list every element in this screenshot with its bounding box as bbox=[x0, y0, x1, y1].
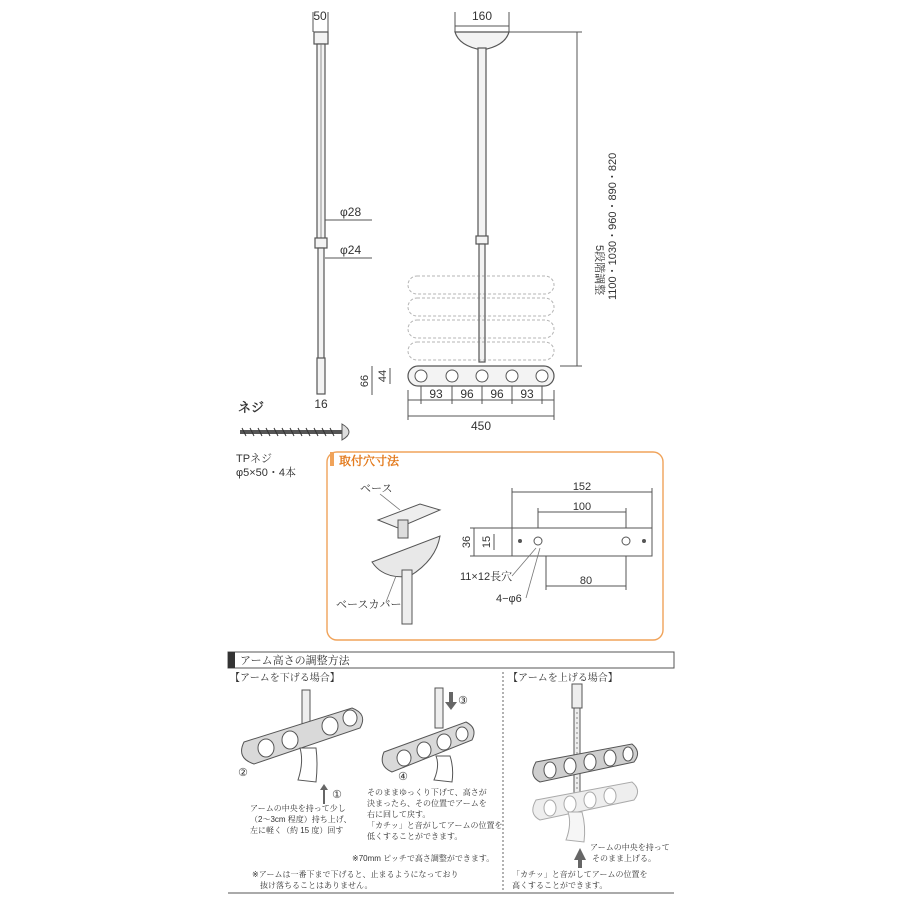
adjust-section bbox=[228, 652, 674, 893]
screw-name: TPネジ bbox=[236, 453, 273, 465]
dim-spacing-1: 93 bbox=[429, 387, 443, 401]
pole-top-cap bbox=[314, 32, 328, 44]
front-pole-upper bbox=[478, 48, 486, 238]
hole-left bbox=[534, 537, 542, 545]
dim-15: 15 bbox=[481, 535, 493, 549]
dim-phi-24: φ24 bbox=[340, 243, 362, 257]
dim-top-width: 50 bbox=[313, 9, 327, 23]
svg-text:そのままゆっくり下げて、高さが: そのままゆっくり下げて、高さが bbox=[367, 788, 487, 797]
svg-text:決まったら、その位置でアームを: 決まったら、その位置でアームを bbox=[367, 799, 487, 808]
pitch-note: ※70mm ピッチで高さ調整ができます。 bbox=[352, 854, 495, 863]
front-view bbox=[359, 9, 619, 433]
screw-icon bbox=[240, 424, 349, 440]
dim-152: 152 bbox=[572, 481, 592, 493]
mounting-title: 取付穴寸法 bbox=[339, 454, 400, 468]
raise-text-2a: 「カチッ」と音がしてアームの位置を bbox=[512, 870, 648, 879]
up-arrow-icon bbox=[574, 848, 586, 868]
dim-phi-28: φ28 bbox=[340, 205, 362, 219]
pipe-joint bbox=[315, 238, 327, 248]
pole-bottom bbox=[317, 358, 325, 394]
dim-bottom-width: 16 bbox=[314, 397, 328, 411]
dim-spacing-4: 93 bbox=[520, 387, 534, 401]
side-view bbox=[313, 9, 372, 411]
raise-text-1b: そのまま上げる。 bbox=[592, 854, 656, 863]
lower-text-2 bbox=[367, 787, 503, 841]
hole-label: 4−φ6 bbox=[496, 593, 522, 605]
dim-80: 80 bbox=[579, 575, 593, 587]
svg-text:アームの中央を持って少し: アームの中央を持って少し bbox=[250, 804, 346, 813]
front-pole-joint bbox=[476, 236, 488, 244]
dim-spacing-2: 96 bbox=[460, 387, 474, 401]
bottom-note-2: 抜け落ちることはありません。 bbox=[260, 881, 373, 890]
svg-text:右に回して戻す。: 右に回して戻す。 bbox=[367, 810, 431, 819]
dim-height-adjust: 5段階調整 bbox=[593, 245, 605, 296]
ceiling-base bbox=[455, 32, 509, 50]
base-label: ベース bbox=[360, 483, 393, 495]
raise-text-1a: アームの中央を持って bbox=[590, 843, 670, 852]
dim-base-width: 160 bbox=[471, 9, 493, 23]
step-1: ① bbox=[332, 789, 342, 801]
slot-label: 11×12長穴 bbox=[460, 571, 513, 583]
step-4: ④ bbox=[398, 771, 408, 783]
dim-height-values: 1100・1030・960・890・820 bbox=[607, 152, 619, 300]
dim-44: 44 bbox=[377, 369, 389, 383]
screw-section bbox=[236, 400, 349, 479]
svg-text:「カチッ」と音がしてアームの位置を: 「カチッ」と音がしてアームの位置を bbox=[367, 821, 503, 830]
base-plate bbox=[378, 504, 440, 528]
mounting-title-mark bbox=[330, 452, 334, 466]
dim-66: 66 bbox=[359, 374, 371, 388]
lower-title: 【アームを下げる場合】 bbox=[230, 673, 340, 684]
dim-36: 36 bbox=[461, 535, 473, 549]
step-2: ② bbox=[238, 767, 248, 779]
svg-text:左に軽く（約 15 度）回す: 左に軽く（約 15 度）回す bbox=[250, 826, 344, 835]
step-3: ③ bbox=[458, 695, 468, 707]
svg-text:低くすることができます。: 低くすることができます。 bbox=[367, 832, 463, 841]
front-pole-lower bbox=[479, 244, 485, 362]
raise-text-2b: 高くすることができます。 bbox=[512, 881, 608, 890]
raise-illustration bbox=[533, 684, 638, 868]
lower-text-1 bbox=[250, 803, 351, 835]
cover-label: ベースカバー bbox=[336, 599, 402, 611]
adjust-title: アーム高さの調整方法 bbox=[240, 655, 350, 667]
hole-right bbox=[622, 537, 630, 545]
dim-spacing-3: 96 bbox=[490, 387, 504, 401]
inner-pipe bbox=[318, 248, 324, 360]
screw-title: ネジ bbox=[238, 400, 265, 415]
lower-illustration-2 bbox=[382, 688, 474, 783]
mounting-section bbox=[327, 452, 663, 640]
bottom-note-1: ※アームは一番下まで下げると、止まるようになっており bbox=[252, 870, 459, 879]
svg-text:（2～3cm 程度）持ち上げ、: （2～3cm 程度）持ち上げ、 bbox=[250, 815, 352, 824]
dim-total-width: 450 bbox=[470, 419, 492, 433]
lower-illustration-1 bbox=[238, 690, 363, 804]
dim-100: 100 bbox=[572, 501, 592, 513]
screw-spec: φ5×50・4本 bbox=[236, 467, 297, 479]
raise-title: 【アームを上げる場合】 bbox=[508, 673, 618, 684]
